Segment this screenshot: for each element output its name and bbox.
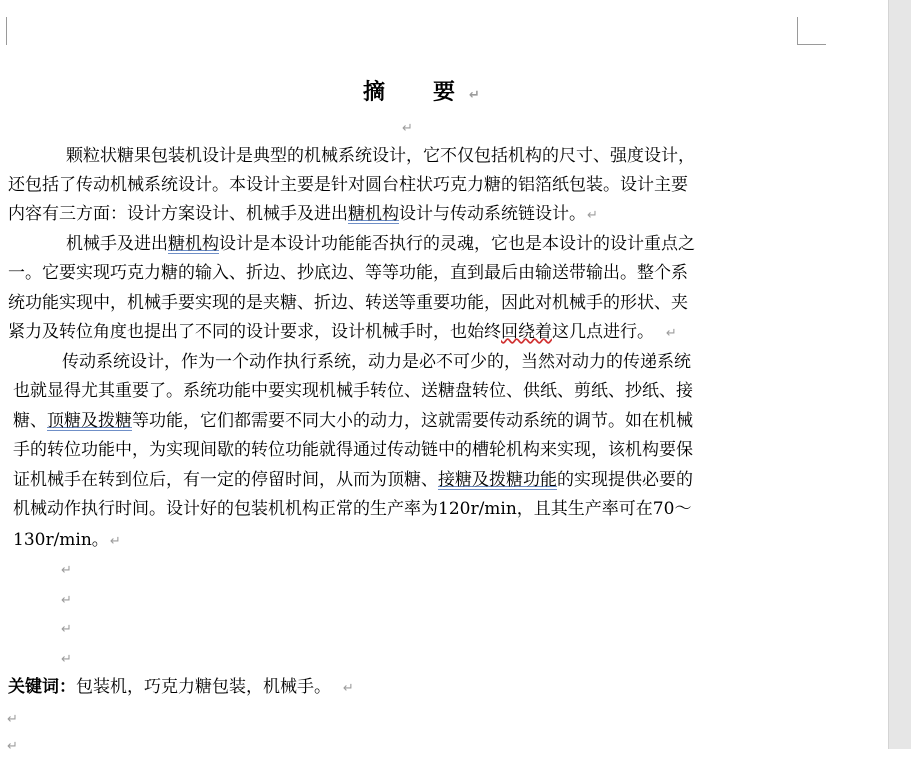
keywords-text: 包装机，巧克力糖包装，机械手。: [76, 677, 331, 697]
empty-paragraph: [60, 647, 72, 671]
paragraph-3-line: 传动系统设计，作为一个动作执行系统，动力是必不可少的，当然对动力的传递系统: [62, 352, 691, 372]
paragraph-1-line: 内容有三方面：设计方案设计、机械手及进出糖机构设计与传动系统链设计。↵: [8, 204, 598, 224]
page-corner-mark-right: [797, 17, 826, 45]
paragraph-1-line: 还包括了传动机械系统设计。本设计主要是针对圆台柱状巧克力糖的铝箔纸包装。设计主要: [8, 175, 688, 195]
empty-paragraph: [6, 734, 18, 758]
paragraph-mark-icon: ↵: [587, 208, 598, 223]
keywords-line: [8, 676, 354, 700]
grammar-underline: 糖机构: [348, 204, 399, 224]
empty-paragraph: [401, 116, 413, 140]
empty-paragraph: [6, 707, 18, 731]
page-corner-mark-left: [6, 17, 8, 45]
paragraph-2-line: 机械手及进出糖机构设计是本设计功能能否执行的灵魂，它也是本设计的设计重点之: [66, 234, 695, 254]
empty-paragraph: [60, 617, 72, 641]
paragraph-2-line: 紧力及转位角度也提出了不同的设计要求，设计机械手时，也始终回绕着这几点进行。 ↵: [8, 322, 677, 342]
paragraph-3-line: 机械动作执行时间。设计好的包装机机构正常的生产率为120r/min，且其生产率可在70～: [13, 499, 692, 519]
paragraph-mark-icon: ↵: [61, 593, 72, 608]
paragraph-3-line: 证机械手在转到位后，有一定的停留时间，从而为顶糖、接糖及拨糖功能的实现提供必要的: [13, 470, 693, 490]
grammar-underline: 接糖及拨糖功能: [438, 470, 557, 490]
grammar-underline: 顶糖及拨糖: [47, 411, 132, 431]
paragraph-mark-icon: ↵: [109, 534, 121, 549]
grammar-underline: 糖机构: [168, 234, 219, 254]
paragraph-1-line: 颗粒状糖果包装机设计是典型的机械系统设计，它不仅包括机构的尺寸、强度设计，: [66, 146, 695, 166]
paragraph-mark-icon: ↵: [61, 622, 72, 637]
paragraph-3-line: 也就显得尤其重要了。系统功能中要实现机械手转位、送糖盘转位、供纸、剪纸、抄纸、接: [13, 381, 693, 401]
paragraph-2-line: 统功能实现中，机械手要实现的是夹糖、折边、转送等重要功能，因此对机械手的形状、夹: [8, 293, 688, 313]
paragraph-mark-icon: ↵: [7, 739, 18, 754]
paragraph-mark-icon: ↵: [402, 121, 413, 136]
paragraph-2-line: 一。它要实现巧克力糖的输入、折边、抄底边、等等功能，直到最后由输送带输出。整个系: [8, 263, 688, 283]
paragraph-mark-icon: ↵: [342, 681, 354, 696]
page-title: 摘 要↵: [363, 79, 480, 105]
empty-paragraph: [60, 588, 72, 612]
paragraph-mark-icon: ↵: [469, 88, 480, 103]
paragraph-3-line: 130r/min。↵: [13, 530, 121, 550]
paragraph-3-line: 糖、顶糖及拨糖等功能，它们都需要不同大小的动力，这就需要传动系统的调节。如在机械: [13, 411, 693, 431]
vertical-scrollbar[interactable]: [888, 0, 911, 749]
paragraph-mark-icon: ↵: [61, 652, 72, 667]
keywords-label: 关键词：: [8, 677, 76, 697]
paragraph-3-line: 手的转位功能中，为实现间歇的转位功能就得通过传动链中的槽轮机构来实现，该机构要保: [13, 440, 693, 460]
paragraph-mark-icon: ↵: [7, 712, 18, 727]
empty-paragraph: [60, 558, 72, 582]
paragraph-mark-icon: ↵: [665, 326, 677, 341]
paragraph-mark-icon: ↵: [61, 563, 72, 578]
spelling-underline: 回绕着: [501, 322, 552, 342]
